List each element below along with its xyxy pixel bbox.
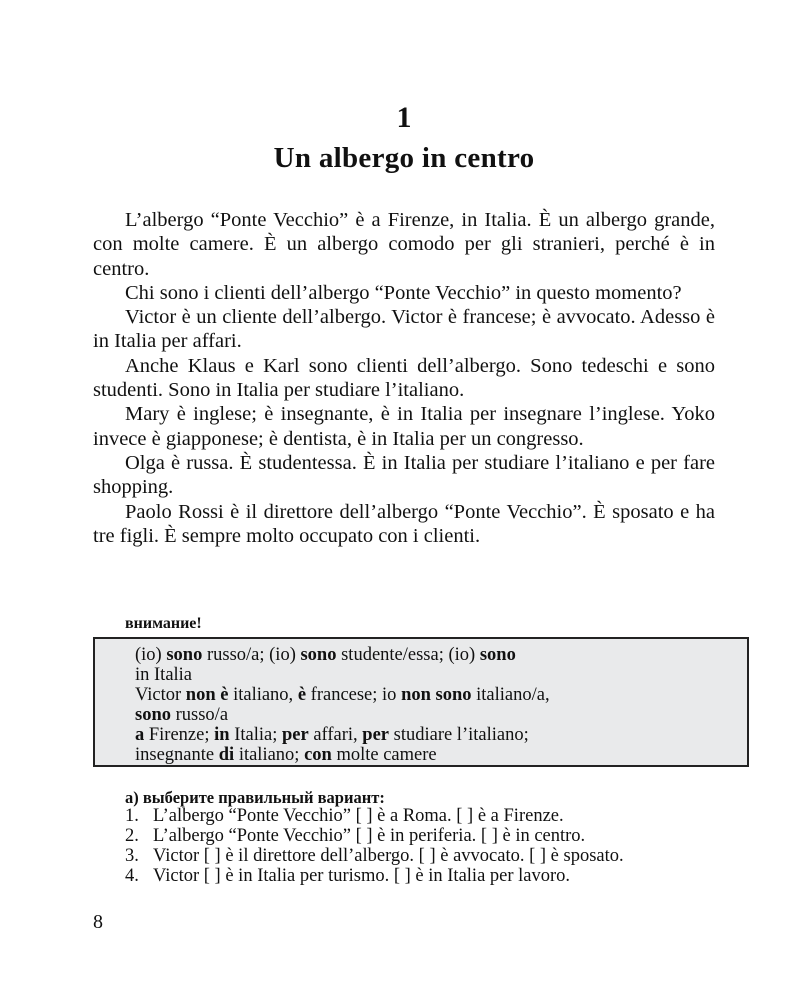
note-text: studente/essa; (io) [336, 645, 480, 665]
exercise-item [125, 866, 715, 886]
chapter-number: 1 [396, 101, 412, 134]
attention-label: внимание! [125, 615, 202, 632]
story-paragraph: L’albergo “Ponte Vecchio” è a Firenze, in Italia. È un albergo grande, con molte camere. È un albergo comodo per gli stranieri, perché è in centro. [93, 209, 715, 280]
exercise-number: 2. [125, 826, 139, 846]
note-text: russo/a; (io) [202, 645, 301, 665]
note-text: italiano; [234, 745, 305, 765]
note-line [135, 725, 741, 745]
story-text [93, 208, 715, 548]
note-text: francese; io [306, 685, 402, 705]
note-text: italiano/a, [471, 685, 550, 705]
exercise-number: 3. [125, 846, 139, 866]
note-bold: con [304, 745, 332, 765]
exercise-list [125, 806, 715, 886]
note-bold: non sono [401, 685, 472, 705]
story-paragraph: Anche Klaus e Karl sono clienti dell’albergo. Sono tedeschi e sono studenti. Sono in Italia per studiare l’italiano. [93, 354, 715, 402]
story-paragraph: Victor è un cliente dell’albergo. Victor è francese; è avvocato. Adesso è in Italia per affari. [93, 306, 715, 353]
note-line [135, 685, 741, 705]
story-paragraph: Paolo Rossi è il direttore dell’albergo “Ponte Vecchio”. È sposato e ha tre figli. È sempre molto occupato con i clienti. [93, 500, 715, 547]
note-text: Victor [135, 685, 186, 705]
chapter-title: Un albergo in centro [273, 142, 535, 174]
note-bold: sono [300, 645, 337, 665]
note-text: russo/a [171, 705, 229, 725]
note-bold: di [218, 745, 235, 765]
exercise-number: 4. [125, 866, 139, 886]
story-paragraph: Olga è russa. È studentessa. È in Italia per studiare l’italiano e per fare shopping. [93, 451, 715, 499]
page-number: 8 [93, 911, 103, 933]
note-text: italiano, [228, 685, 298, 705]
note-text: studiare l’italiano; [389, 725, 529, 745]
exercise-item [125, 826, 715, 846]
grammar-note-box [93, 637, 749, 767]
exercise-item [125, 806, 715, 826]
exercise-text: L’albergo “Ponte Vecchio” [ ] è a Roma. [ ] è a Firenze. [153, 806, 564, 826]
story-paragraph: Chi sono i clienti dell’albergo “Ponte Vecchio” in questo momento? [125, 281, 682, 304]
note-bold: non è [185, 685, 229, 705]
note-line: in Italia [135, 665, 193, 685]
note-line [135, 705, 741, 725]
note-line [135, 645, 741, 665]
note-bold: a [135, 725, 145, 745]
note-bold: è [297, 685, 307, 705]
note-bold: per [281, 725, 309, 745]
exercise-item [125, 846, 715, 866]
note-bold: per [362, 725, 389, 745]
note-bold: sono [479, 645, 516, 665]
exercise-number: 1. [125, 806, 139, 826]
note-text: Firenze; [144, 725, 215, 745]
note-bold: sono [166, 645, 203, 665]
note-text: Italia; [229, 725, 282, 745]
note-text: insegnante [135, 745, 219, 765]
note-line [135, 745, 741, 765]
exercise-text: L’albergo “Ponte Vecchio” [ ] è in periferia. [ ] è in centro. [153, 826, 586, 846]
exercise-text: Victor [ ] è il direttore dell’albergo. [ ] è avvocato. [ ] è sposato. [153, 846, 624, 866]
note-text: molte camere [331, 745, 437, 765]
note-text: (io) [135, 645, 167, 665]
story-paragraph: Mary è inglese; è insegnante, è in Italia per insegnare l’inglese. Yoko invece è giapponese; è dentista, è in Italia per un congresso. [93, 403, 715, 450]
note-text: affari, [308, 725, 363, 745]
exercise-title: а) выберите правильный вариант: [125, 788, 385, 807]
note-bold: in [214, 725, 230, 745]
note-bold: sono [135, 705, 171, 725]
exercise-text: Victor [ ] è in Italia per turismo. [ ] è in Italia per lavoro. [153, 866, 571, 886]
